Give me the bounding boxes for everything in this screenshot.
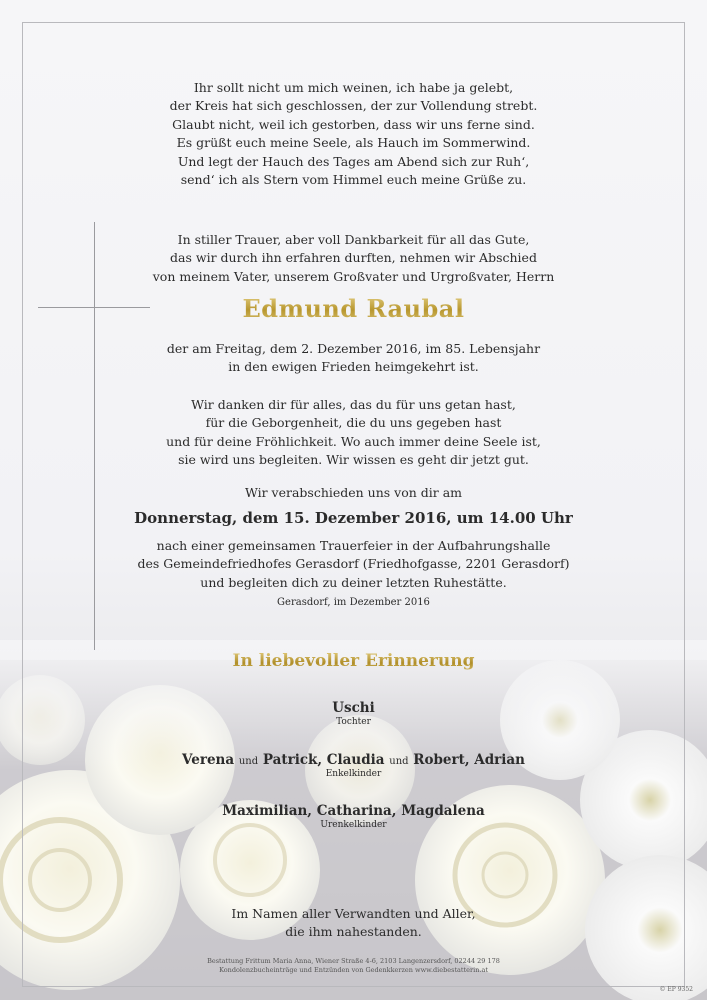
farewell-line: Wir verabschieden uns von dir am xyxy=(244,485,463,500)
funeral-date: Donnerstag, dem 15. Dezember 2016, um 14.00 Uhr xyxy=(134,509,573,527)
poem xyxy=(0,79,707,189)
grandchild-name: Patrick, Claudia xyxy=(262,752,385,768)
ceremony-line: und begleiten dich zu deiner letzten Ruhestätte. xyxy=(200,574,507,590)
thanks-line: für die Geborgenheit, die du uns gegeben hast xyxy=(205,415,502,431)
conjunction: und xyxy=(389,756,409,767)
death-notice xyxy=(0,340,707,377)
family-daughter xyxy=(0,700,707,727)
intro-line: das wir durch ihn erfahren durften, nehmen wir Abschied xyxy=(170,250,537,266)
ceremony-line: des Gemeindefriedhofes Gerasdorf (Friedhofgasse, 2201 Gerasdorf) xyxy=(137,556,570,572)
daughter-role: Tochter xyxy=(336,717,371,727)
poem-line: Glaubt nicht, weil ich gestorben, dass wir uns ferne sind. xyxy=(172,116,535,132)
poem-line: Und legt der Hauch des Tages am Abend sich zur Ruh‘, xyxy=(177,153,530,169)
memory-heading: In liebevoller Erinnerung xyxy=(0,651,707,671)
closing xyxy=(0,905,707,941)
family-great-grandchildren xyxy=(0,803,707,830)
intro xyxy=(0,231,707,286)
intro-line: von meinem Vater, unserem Großvater und Urgroßvater, Herrn xyxy=(152,268,555,284)
place-date: Gerasdorf, im Dezember 2016 xyxy=(277,597,430,608)
ceremony-details xyxy=(0,537,707,592)
poem-line: Es grüßt euch meine Seele, als Hauch im Sommerwind. xyxy=(176,135,531,151)
death-line: der am Freitag, dem 2. Dezember 2016, im 85. Lebensjahr xyxy=(166,341,541,356)
conjunction: und xyxy=(238,756,259,767)
grandchildren-role: Enkelkinder xyxy=(325,769,382,779)
grandchild-name: Robert, Adrian xyxy=(413,752,525,768)
deceased-name: Edmund Raubal xyxy=(0,294,707,323)
intro-line: In stiller Trauer, aber voll Dankbarkeit für all das Gute, xyxy=(177,232,530,247)
poem-line: send‘ ich als Stern vom Himmel euch meine Grüße zu. xyxy=(180,172,527,188)
grandchild-name: Verena xyxy=(182,752,235,768)
great-grandchildren-role: Urenkelkinder xyxy=(320,820,387,830)
closing-line: Im Namen aller Verwandten und Aller, xyxy=(231,906,476,921)
poem-line: Ihr sollt nicht um mich weinen, ich habe ja gelebt, xyxy=(193,80,514,95)
footer-line: Kondolenzbucheinträge und Entzünden von Gedenkkerzen www.diebestatterin.at xyxy=(219,966,488,974)
print-code: © EP 9352 xyxy=(659,986,693,993)
thanks-text xyxy=(0,396,707,470)
funeral-home-footer xyxy=(0,957,707,975)
footer-line: Bestattung Frittum Maria Anna, Wiener Straße 4-6, 2103 Langenzersdorf, 02244 29 178 xyxy=(207,957,500,965)
thanks-line: Wir danken dir für alles, das du für uns getan hast, xyxy=(191,397,516,412)
family-grandchildren xyxy=(0,752,707,779)
thanks-line: und für deine Fröhlichkeit. Wo auch immer deine Seele ist, xyxy=(166,433,541,449)
death-line: in den ewigen Frieden heimgekehrt ist. xyxy=(228,359,479,375)
poem-line: der Kreis hat sich geschlossen, der zur Vollendung strebt. xyxy=(169,98,538,114)
daughter-name: Uschi xyxy=(332,700,375,716)
great-grandchildren-names: Maximilian, Catharina, Magdalena xyxy=(222,803,485,819)
grandchildren-names xyxy=(0,752,707,768)
ceremony-line: nach einer gemeinsamen Trauerfeier in der Aufbahrungshalle xyxy=(156,538,551,553)
closing-line: die ihm nahestanden. xyxy=(285,924,422,939)
thanks-line: sie wird uns begleiten. Wir wissen es geht dir jetzt gut. xyxy=(178,452,529,468)
